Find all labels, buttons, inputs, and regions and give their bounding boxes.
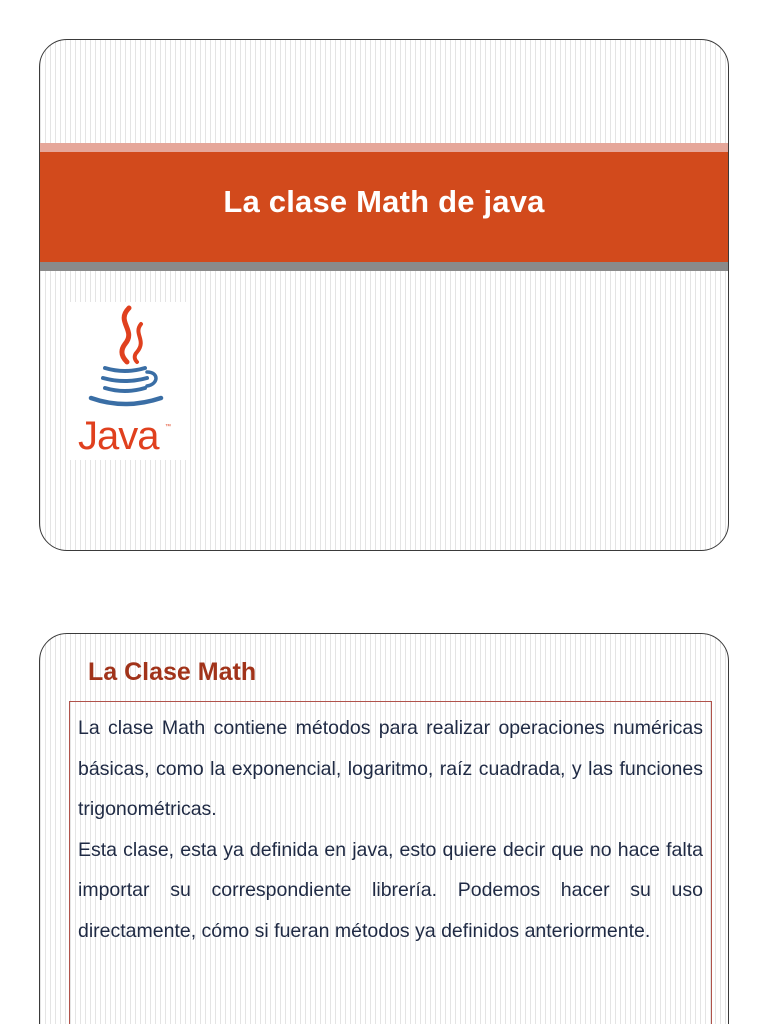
section-heading: La Clase Math [88,658,257,686]
java-wordmark: Java [78,414,159,458]
title-band-top-stripe [40,143,728,152]
title-band-main [40,152,728,262]
paragraph-intro: La clase Math contiene métodos para realizar operaciones numéricas básicas, como la exponencial, logaritmo, raíz cuadrada, y las funciones trigonométricas. [78,717,703,820]
content-text-box [69,701,712,1024]
title-band-bottom-stripe [40,262,728,271]
trademark-symbol: ™ [165,424,171,430]
slide-title-card [39,39,729,551]
java-coffee-cup-icon [67,302,187,414]
java-logo [67,302,187,460]
title-band [40,143,728,271]
paragraph-details: Esta clase, esta ya definida en java, esto quiere decir que no hace falta importar su correspondiente librería. Podemos hacer su uso directamente, cómo si fueran métodos ya definidos anteriormente. [78,838,703,942]
slide-content-card [39,633,729,1024]
slide-title: La clase Math de java [223,184,545,219]
